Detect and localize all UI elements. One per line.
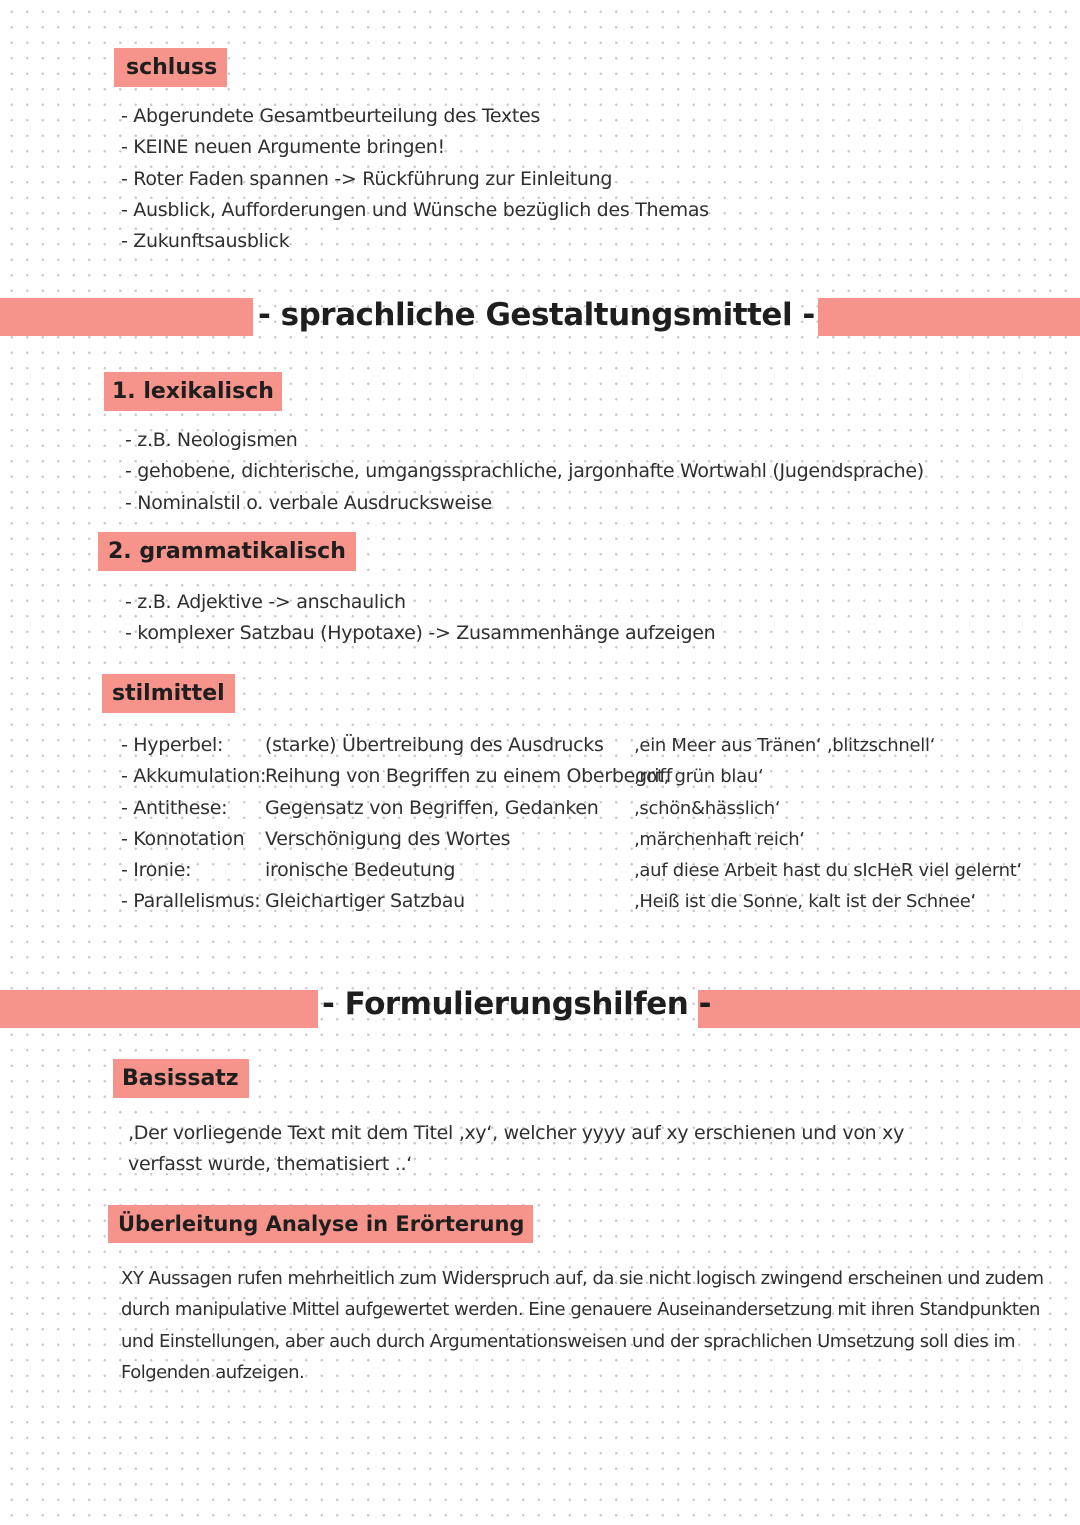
basissatz-text <box>128 1118 904 1181</box>
list-item: - KEINE neuen Argumente bringen! <box>121 136 445 159</box>
text-line: verfasst wurde, thematisiert ..‘ <box>128 1153 413 1176</box>
schluss-heading: schluss <box>114 48 227 87</box>
stilmittel-example: ‚rot, grün blau‘ <box>634 766 764 788</box>
list-item: - z.B. Adjektive -> anschaulich <box>125 591 406 613</box>
stilmittel-example: ‚schön&hässlich‘ <box>634 797 781 819</box>
section-title-sprachliche: - sprachliche Gestaltungsmittel - <box>258 297 815 333</box>
stilmittel-term: - Ironie: <box>121 859 192 882</box>
stilmittel-example: ‚auf diese Arbeit hast du sIcHeR viel gelernt‘ <box>634 860 1022 882</box>
stilmittel-example: ‚ein Meer aus Tränen‘ ‚blitzschnell‘ <box>634 735 936 756</box>
grammatikalisch-heading: 2. grammatikalisch <box>98 532 356 571</box>
stilmittel-definition: Gleichartiger Satzbau <box>265 890 465 913</box>
list-item: - Nominalstil o. verbale Ausdrucksweise <box>125 491 492 514</box>
stilmittel-example: ‚Heiß ist die Sonne, kalt ist der Schnee‘ <box>634 891 976 913</box>
stilmittel-definition: (starke) Übertreibung des Ausdrucks <box>265 734 604 756</box>
text-line: durch manipulative Mittel aufgewertet werden. Eine genauere Auseinandersetzung mit ihren Standpunkten <box>121 1299 1040 1321</box>
list-item: - z.B. Neologismen <box>125 429 298 451</box>
text-line: XY Aussagen rufen mehrheitlich zum Widerspruch auf, da sie nicht logisch zwingend erscheinen und zudem <box>121 1268 1044 1289</box>
list-item: - Abgerundete Gesamtbeurteilung des Textes <box>121 105 541 127</box>
section-title-formulierungshilfen: - Formulierungshilfen - <box>322 986 711 1022</box>
grammatikalisch-list <box>125 587 715 650</box>
stilmittel-term: - Antithese: <box>121 796 228 819</box>
stilmittel-heading: stilmittel <box>102 674 235 713</box>
ueberleitung-text <box>121 1263 1044 1388</box>
list-item: - Roter Faden spannen -> Rückführung zur Einleitung <box>121 167 613 190</box>
text-line: ‚Der vorliegende Text mit dem Titel ‚xy‘, welcher yyyy auf xy erschienen und von xy <box>128 1122 905 1144</box>
stilmittel-examples <box>634 730 1022 918</box>
section-band-right <box>698 990 1080 1028</box>
text-line: Folgenden aufzeigen. <box>121 1361 305 1383</box>
basissatz-heading: Basissatz <box>113 1059 249 1098</box>
section-band-right <box>818 298 1080 336</box>
stilmittel-term: - Konnotation <box>121 827 245 850</box>
list-item: - komplexer Satzbau (Hypotaxe) -> Zusammenhänge aufzeigen <box>125 622 716 645</box>
stilmittel-term: - Parallelismus: <box>121 890 261 913</box>
schluss-list <box>121 101 709 257</box>
text-line: und Einstellungen, aber auch durch Argumentationsweisen und der sprachlichen Umsetzung soll dies im <box>121 1330 1015 1352</box>
list-item: - gehobene, dichterische, umgangssprachliche, jargonhafte Wortwahl (Jugendsprache) <box>125 460 924 483</box>
stilmittel-definitions <box>265 730 672 918</box>
stilmittel-definition: ironische Bedeutung <box>265 859 456 882</box>
section-band-left <box>0 990 318 1028</box>
stilmittel-definition: Verschönigung des Wortes <box>265 827 511 850</box>
list-item: - Zukunftsausblick <box>121 230 290 253</box>
list-item: - Ausblick, Aufforderungen und Wünsche bezüglich des Themas <box>121 198 709 221</box>
stilmittel-terms <box>121 730 266 918</box>
lexikalisch-heading: 1. lexikalisch <box>104 372 282 411</box>
lexikalisch-list <box>125 425 924 519</box>
stilmittel-definition: Gegensatz von Begriffen, Gedanken <box>265 796 599 819</box>
stilmittel-example: ‚märchenhaft reich‘ <box>634 828 805 850</box>
stilmittel-definition: Reihung von Begriffen zu einem Oberbegriff <box>265 765 673 788</box>
ueberleitung-heading: Überleitung Analyse in Erörterung <box>108 1205 533 1243</box>
stilmittel-term: - Hyperbel: <box>121 734 224 756</box>
section-band-left <box>0 298 253 336</box>
stilmittel-term: - Akkumulation: <box>121 765 267 788</box>
